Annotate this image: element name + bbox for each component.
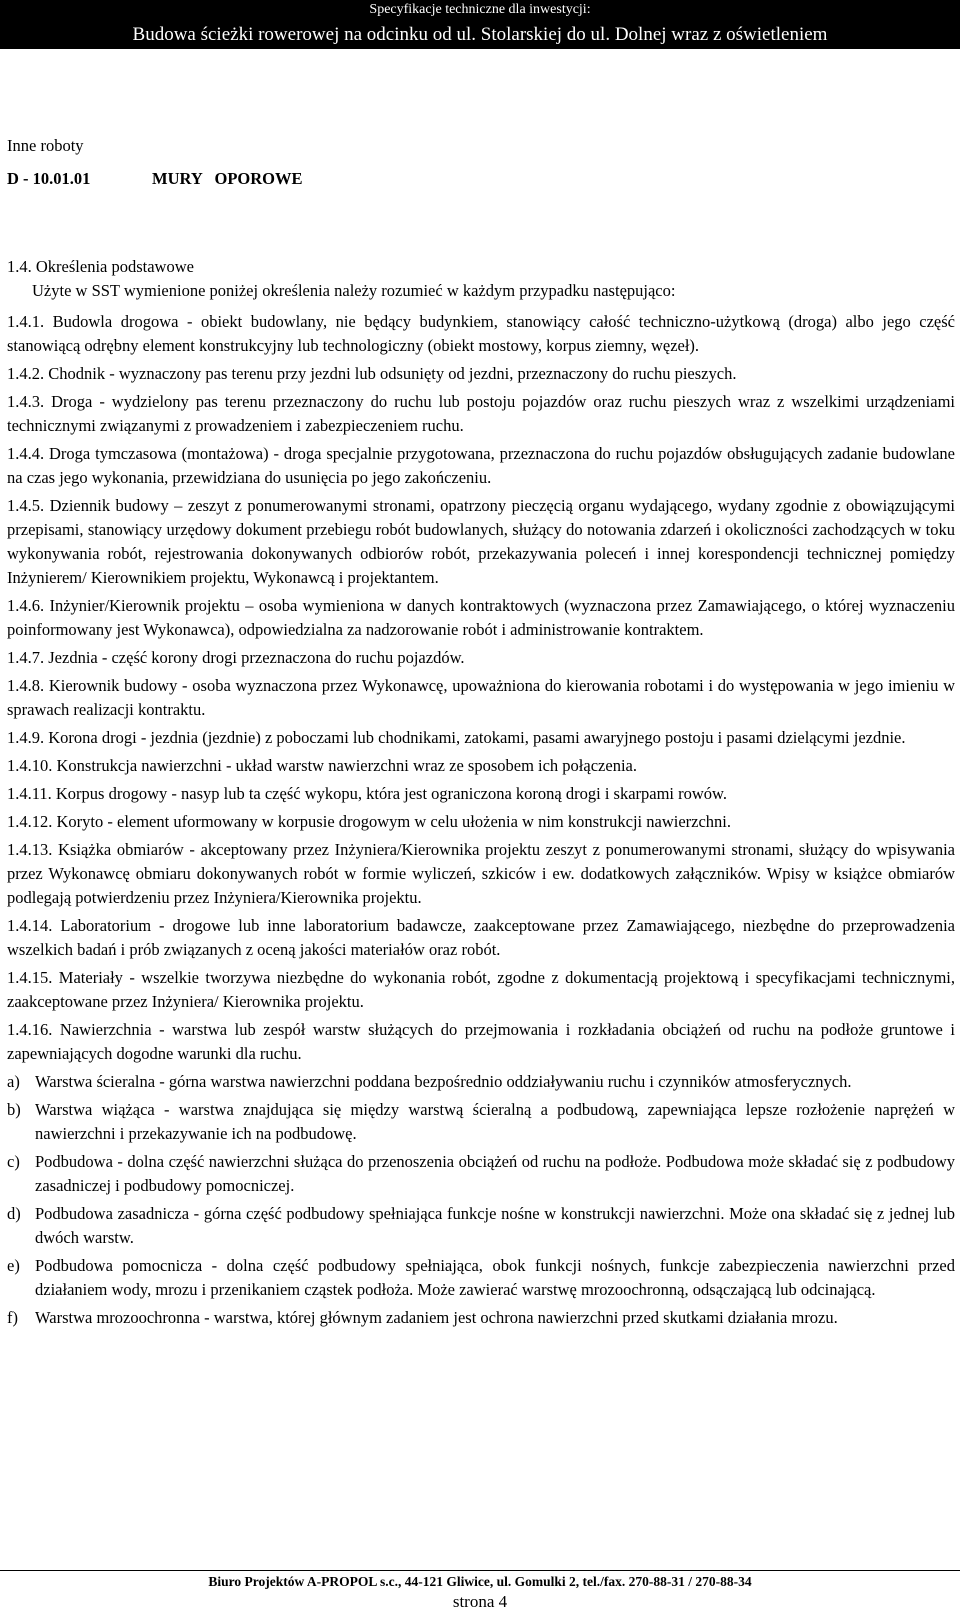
definition-text: Nawierzchnia - warstwa lub zespół warstw służących do przejmowania i rozkładania obciążeń od ruchu na podłoże gruntowe i zapewniających dogodne warunki dla ruchu.: [7, 1020, 955, 1063]
section-category: Inne roboty: [7, 136, 84, 155]
list-item: [7, 1070, 955, 1094]
definition-number: 1.4.5.: [7, 496, 45, 515]
header-spec-label: Specyfikacje techniczne dla inwestycji:: [369, 2, 591, 17]
definition-item: [7, 362, 955, 386]
definition-number: 1.4.6.: [7, 596, 45, 615]
definition-text: Dziennik budowy – zeszyt z ponumerowanymi stronami, opatrzony pieczęcią organu wydającego, wydany zgodnie z obowiązującymi przepisami, stanowiący urzędowy dokument przebiegu robót budowlanych, służący do notowania zdarzeń i okoliczności zachodzących w toku wykonywania robót, rejestrowania dokonywanych odbiorów robót, przekazywania poleceń i innej korespondencji technicznej pomiędzy Inżynierem/ Kierownikiem projektu, Wykonawcą i projektantem.: [7, 496, 955, 587]
definition-item: [7, 782, 955, 806]
definition-item: [7, 966, 955, 1014]
definition-item: [7, 726, 955, 750]
list-item: [7, 1202, 955, 1250]
definition-text: Droga tymczasowa (montażowa) - droga specjalnie przygotowana, przeznaczona do ruchu pojazdów obsługujących zadanie budowlane na czas jego wykonania, przewidziana do usunięcia po jego zakończeniu.: [7, 444, 955, 487]
definition-number: 1.4.14.: [7, 916, 53, 935]
definition-text: Korpus drogowy - nasyp lub ta część wykopu, która jest ograniczona koroną drogi i skarpami rowów.: [55, 784, 728, 803]
list-item: [7, 1254, 955, 1302]
definition-item: [7, 442, 955, 490]
list-item: [7, 1150, 955, 1198]
document-header: [0, 0, 960, 49]
intro-text: Użyte w SST wymienione poniżej określenia należy rozumieć w każdym przypadku następująco:: [32, 281, 676, 300]
list-item: [7, 1098, 955, 1146]
definition-item: [7, 390, 955, 438]
page-number: strona 4: [452, 1592, 508, 1611]
list-marker: a): [7, 1072, 20, 1091]
intro-heading: 1.4. Określenia podstawowe: [7, 257, 194, 276]
definition-number: 1.4.7.: [7, 648, 45, 667]
definition-text: Jezdnia - część korony drogi przeznaczona do ruchu pojazdów.: [48, 648, 465, 667]
definition-text: Korona drogi - jezdnia (jezdnie) z poboczami lub chodnikami, zatokami, pasami awaryjnego postoju i pasami dzielącymi jezdnie.: [48, 728, 906, 747]
section-title: MURY OPOROWE: [152, 169, 303, 188]
definition-item: [7, 838, 955, 910]
definition-text: Laboratorium - drogowe lub inne laboratorium badawcze, zaakceptowane przez Zamawiającego, niezbędne do przeprowadzenia wszelkich badań i prób związanych z oceną jakości materiałów oraz robót.: [7, 916, 956, 959]
list-marker: b): [7, 1100, 21, 1119]
section-code: D - 10.01.01: [7, 169, 91, 188]
list-item-text: Warstwa wiążąca - warstwa znajdująca się między warstwą ścieralną a podbudową, zapewniająca lepsze rozłożenie naprężeń w nawierzchni i przekazywanie ich na podbudowę.: [35, 1100, 955, 1143]
definition-text: Budowla drogowa - obiekt budowlany, nie będący budynkiem, stanowiący całość techniczno-użytkową (droga) albo jego część stanowiącą odrębny element konstrukcyjny lub technologiczny (obiekt mostowy, korpus ziemny, węzeł).: [7, 312, 955, 355]
footer-divider: [0, 1570, 960, 1571]
list-marker: f): [7, 1308, 18, 1327]
list-item-text: Warstwa mrozoochronna - warstwa, której głównym zadaniem jest ochrona nawierzchni przed skutkami działania mrozu.: [35, 1308, 838, 1327]
definition-number: 1.4.2.: [7, 364, 45, 383]
definition-item: [7, 646, 955, 670]
definition-item: [7, 674, 955, 722]
footer-company: Biuro Projektów A-PROPOL s.c., 44-121 Gliwice, ul. Gomulki 2, tel./fax. 270-88-31 / 270-88-34: [208, 1574, 752, 1589]
definition-text: Książka obmiarów - akceptowany przez Inżyniera/Kierownika projektu zeszyt z ponumerowanymi stronami, służący do wpisywania przez Wykonawcę obmiaru dokonywanych robót w formie wyliczeń, szkiców i ew. dodatkowych załączników. Wpisy w książce obmiarów podlegają potwierdzeniu przez Inżyniera/Kierownika projektu.: [7, 840, 956, 907]
list-item-text: Warstwa ścieralna - górna warstwa nawierzchni poddana bezpośrednio oddziaływaniu ruchu i czynników atmosferycznych.: [35, 1072, 852, 1091]
definition-text: Kierownik budowy - osoba wyznaczona przez Wykonawcę, upoważniona do kierowania robotami i do występowania w jego imieniu w sprawach realizacji kontraktu.: [7, 676, 956, 719]
list-marker: c): [7, 1152, 20, 1171]
list-item-text: Podbudowa pomocnicza - dolna część podbudowy spełniająca, obok funkcji nośnych, funkcje zabezpieczenia nawierzchni przed działaniem wody, mrozu i przenikaniem cząstek podłoża. Może zawierać warstwę mrozoochronną, odsączającą lub odcinającą.: [35, 1256, 955, 1299]
list-marker: e): [7, 1256, 20, 1275]
definition-number: 1.4.15.: [7, 968, 53, 987]
definition-item: [7, 754, 955, 778]
definition-number: 1.4.1.: [7, 312, 45, 331]
list-item-text: Podbudowa zasadnicza - górna część podbudowy spełniająca funkcje nośne w konstrukcji nawierzchni. Może ona składać się z jednej lub dwóch warstw.: [35, 1204, 955, 1247]
definition-number: 1.4.3.: [7, 392, 45, 411]
definition-text: Konstrukcja nawierzchni - układ warstw nawierzchni wraz ze sposobem ich połączenia.: [56, 756, 637, 775]
definition-text: Inżynier/Kierownik projektu – osoba wymieniona w danych kontraktowych (wyznaczona przez Zamawiającego, o której wyznaczeniu poinformowany jest Wykonawca), odpowiedzialna za nadzorowanie robót i administrowanie kontraktem.: [7, 596, 955, 639]
definition-item: [7, 810, 955, 834]
definition-item: [7, 494, 955, 590]
definitions-body: [7, 310, 955, 1334]
definition-item: [7, 310, 955, 358]
definition-number: 1.4.12.: [7, 812, 53, 831]
definition-number: 1.4.13.: [7, 840, 53, 859]
definition-number: 1.4.16.: [7, 1020, 53, 1039]
definition-text: Droga - wydzielony pas terenu przeznaczony do ruchu lub postoju pojazdów oraz ruchu pieszych wraz z wszelkimi urządzeniami technicznymi związanymi z prowadzeniem i zabezpieczeniem ruchu.: [7, 392, 955, 435]
header-project-title: Budowa ścieżki rowerowej na odcinku od ul. Stolarskiej do ul. Dolnej wraz z oświetleniem: [132, 24, 828, 45]
list-marker: d): [7, 1204, 21, 1223]
definition-number: 1.4.9.: [7, 728, 45, 747]
definition-number: 1.4.10.: [7, 756, 53, 775]
definition-text: Chodnik - wyznaczony pas terenu przy jezdni lub odsunięty od jezdni, przeznaczony do ruchu pieszych.: [48, 364, 737, 383]
definition-item: [7, 594, 955, 642]
surface-layers-list: [7, 1070, 955, 1330]
definition-number: 1.4.11.: [7, 784, 52, 803]
definition-item: [7, 1018, 955, 1066]
list-item-text: Podbudowa - dolna część nawierzchni służąca do przenoszenia obciążeń od ruchu na podłoże. Podbudowa może składać się z podbudowy zasadniczej i podbudowy pomocniczej.: [35, 1152, 955, 1195]
definition-text: Materiały - wszelkie tworzywa niezbędne do wykonania robót, zgodne z dokumentacją projektową i specyfikacjami technicznymi, zaakceptowane przez Inżyniera/ Kierownika projektu.: [7, 968, 955, 1011]
definition-text: Koryto - element uformowany w korpusie drogowym w celu ułożenia w nim konstrukcji nawierzchni.: [56, 812, 731, 831]
definition-number: 1.4.8.: [7, 676, 45, 695]
definition-number: 1.4.4.: [7, 444, 45, 463]
list-item: [7, 1306, 955, 1330]
definition-item: [7, 914, 955, 962]
